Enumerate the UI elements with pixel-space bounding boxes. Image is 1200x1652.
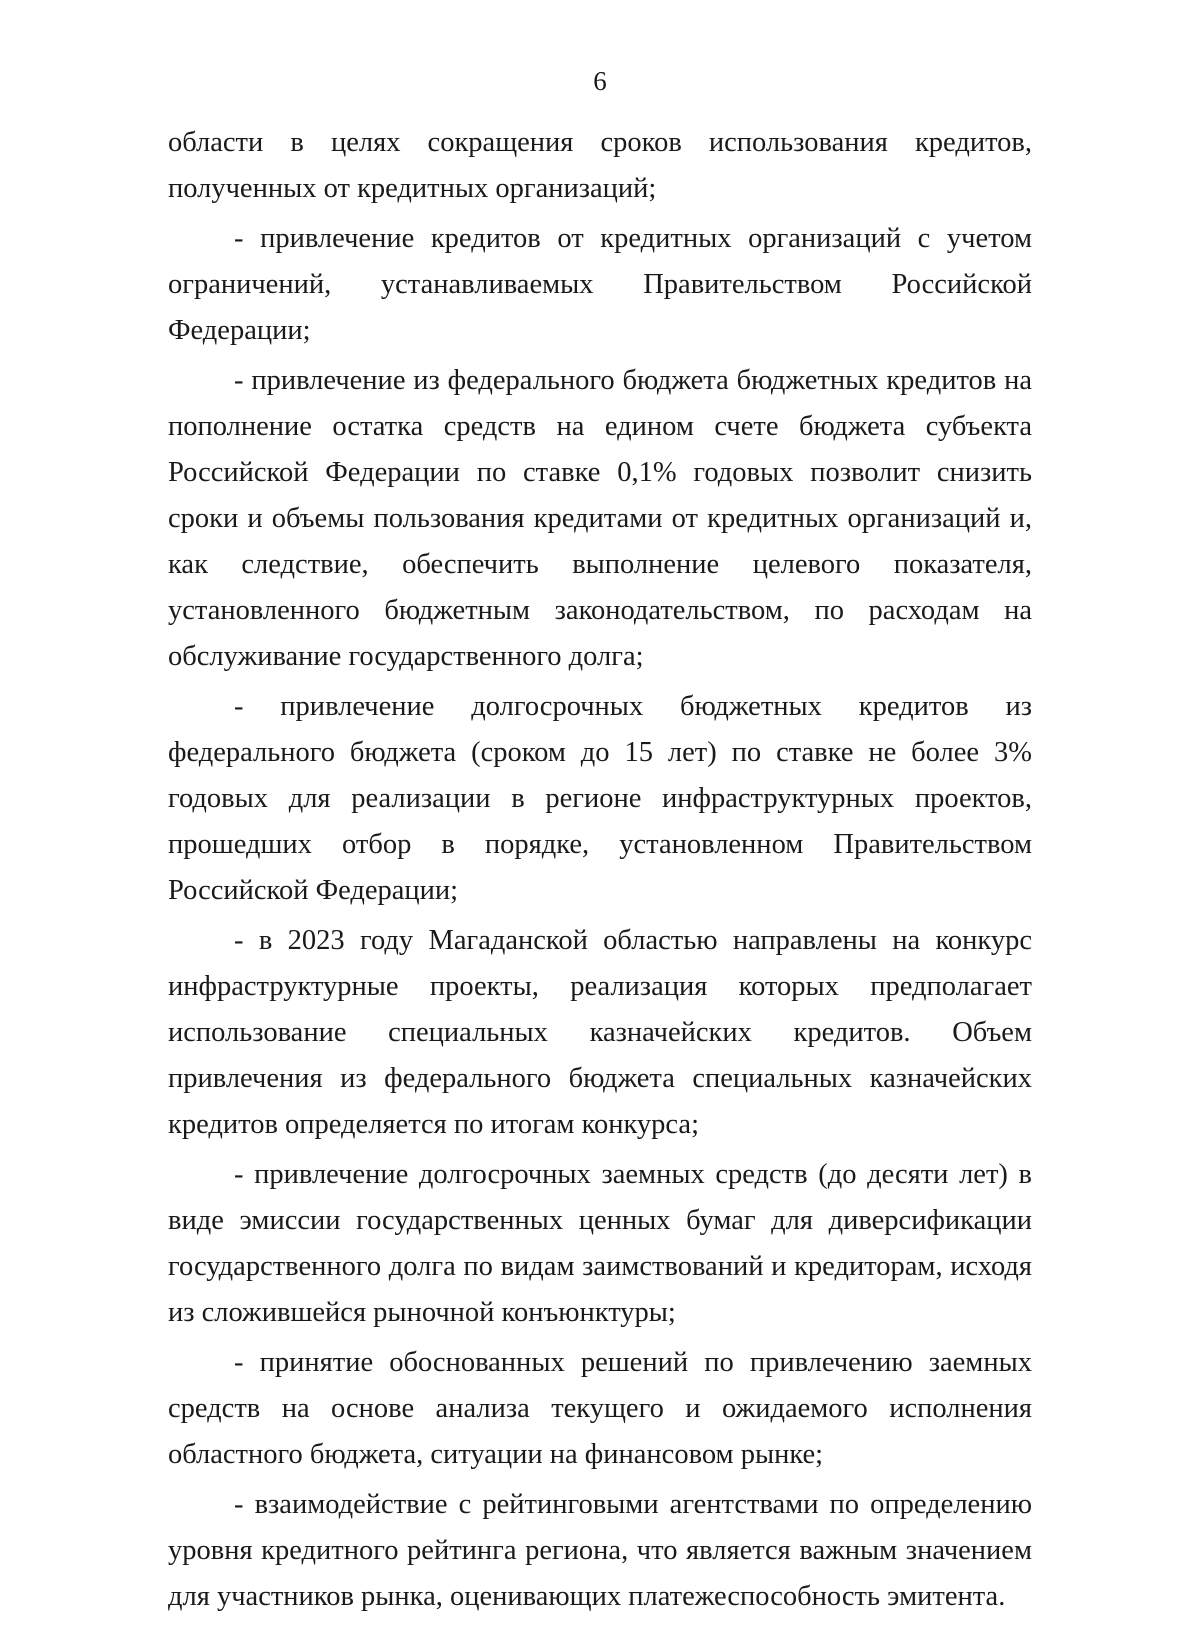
paragraph-securities-emission: - привлечение долгосрочных заемных средств (до десяти лет) в виде эмиссии государственных ценных бумаг для диверсификации государственного долга по видам заимствований и кредиторам, исходя из сложившейся рыночной конъюнктуры; <box>168 1159 1032 1328</box>
paragraph-credit-organizations: - привлечение кредитов от кредитных организаций с учетом ограничений, устанавливаемых Правительством Российской Федерации; <box>168 223 1032 346</box>
paragraph-rating-agencies: - взаимодействие с рейтинговыми агентствами по определению уровня кредитного рейтинга региона, что является важным значением для участников рынка, оценивающих платежеспособность эмитента. <box>168 1489 1032 1612</box>
paragraph-long-term-budget-credits: - привлечение долгосрочных бюджетных кредитов из федерального бюджета (сроком до 15 лет) по ставке не более 3% годовых для реализации в регионе инфраструктурных проектов, прошедших отбор в порядке, установленном Правительством Российской Федерации; <box>168 691 1032 906</box>
document-body <box>168 120 1032 1624</box>
paragraph-treasury-credits: - в 2023 году Магаданской областью направлены на конкурс инфраструктурные проекты, реализация которых предполагает использование специальных казначейских кредитов. Объем привлечения из федерального бюджета специальных казначейских кредитов определяется по итогам конкурса; <box>168 925 1032 1140</box>
paragraph-continuation: области в целях сокращения сроков использования кредитов, полученных от кредитных организаций; <box>168 127 1032 204</box>
paragraph-federal-budget-credits: - привлечение из федерального бюджета бюджетных кредитов на пополнение остатка средств на едином счете бюджета субъекта Российской Федерации по ставке 0,1% годовых позволит снизить сроки и объемы пользования кредитами от кредитных организаций и, как следствие, обеспечить выполнение целевого показателя, установленного бюджетным законодательством, по расходам на обслуживание государственного долга; <box>168 365 1032 672</box>
paragraph-borrowing-decisions: - принятие обоснованных решений по привлечению заемных средств на основе анализа текущего и ожидаемого исполнения областного бюджета, ситуации на финансовом рынке; <box>168 1347 1032 1470</box>
page-number: 6 <box>593 66 607 96</box>
